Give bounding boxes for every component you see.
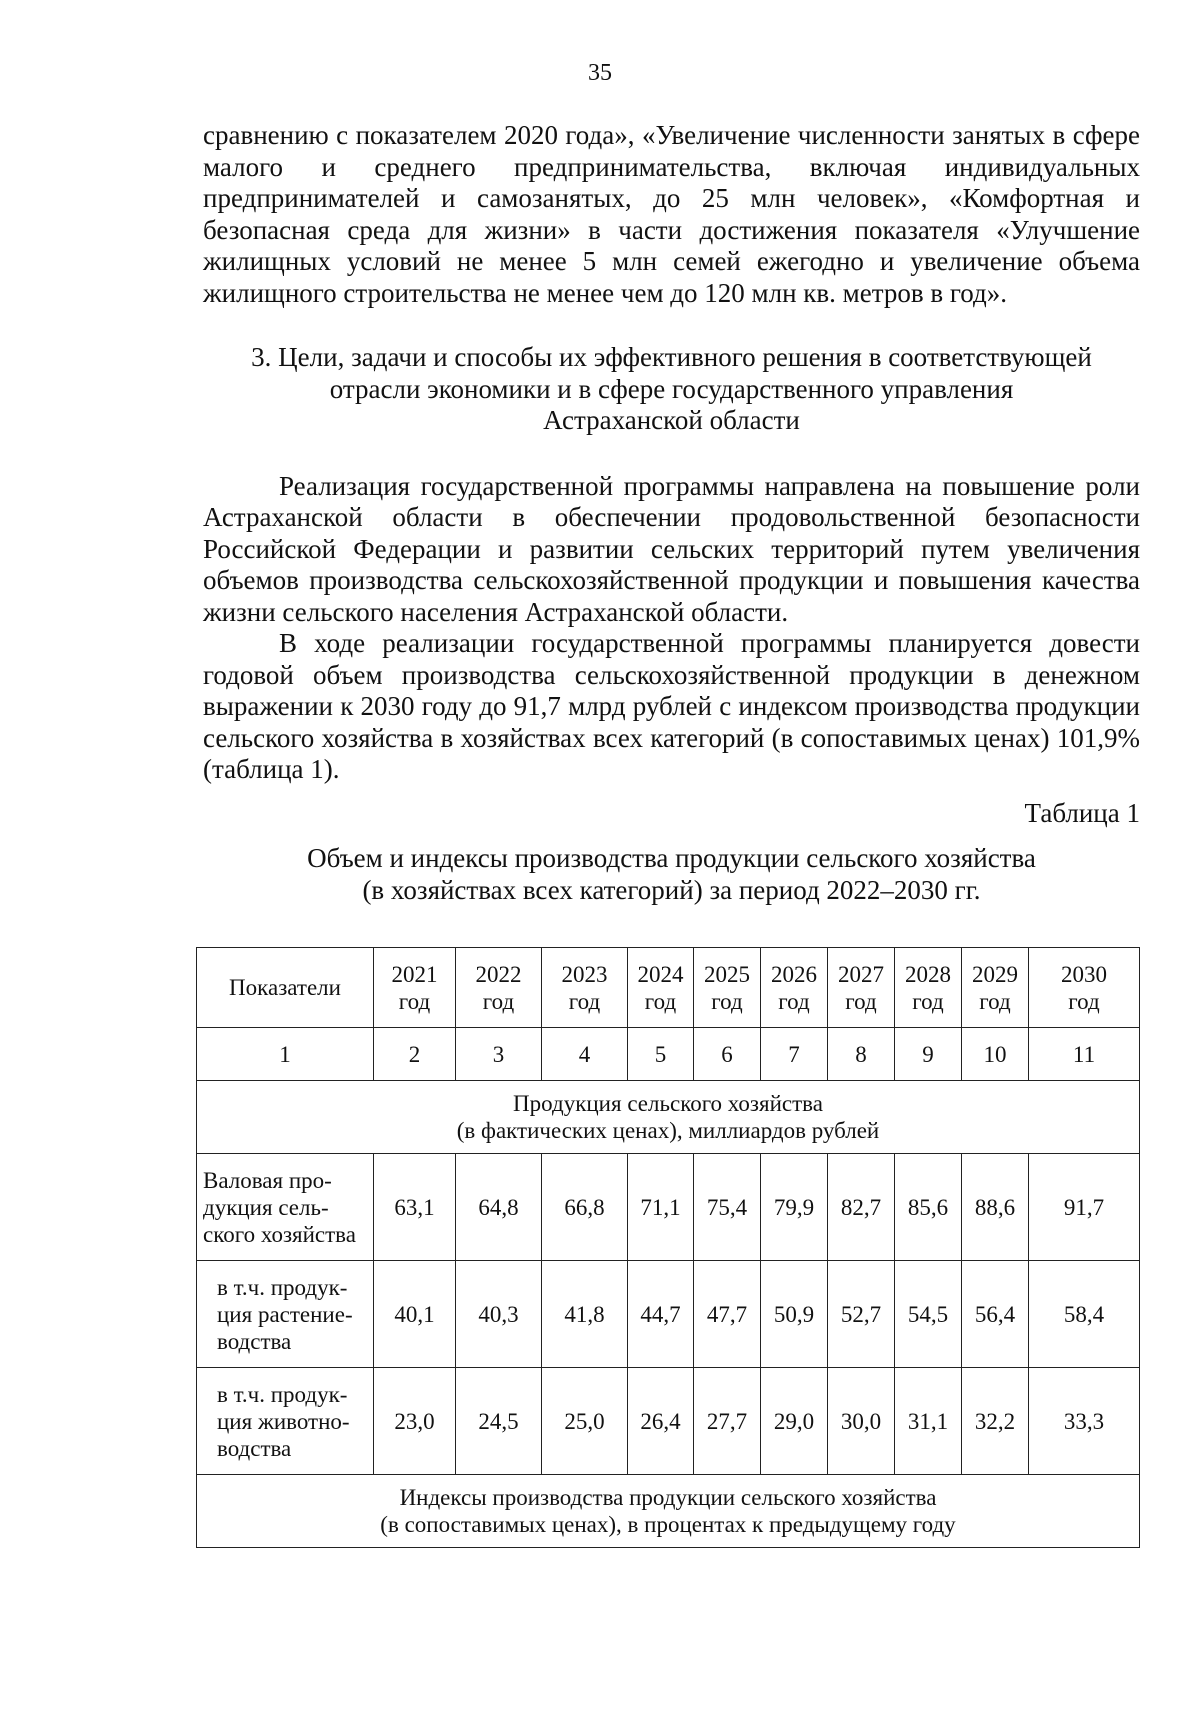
header-year-unit: год — [568, 988, 601, 1014]
value-cell: 71,1 — [628, 1154, 694, 1261]
header-year-value: 2029 — [972, 961, 1018, 987]
section-heading-line-2: отрасли экономики и в сфере государственного управления — [329, 373, 1014, 404]
header-year-unit: год — [482, 988, 515, 1014]
value-cell: 40,3 — [456, 1261, 542, 1368]
row-label — [197, 1368, 374, 1475]
section-heading — [203, 342, 1140, 437]
table-title — [203, 843, 1140, 906]
value-cell: 29,0 — [761, 1368, 828, 1475]
value-cell: 52,7 — [828, 1261, 895, 1368]
column-number: 11 — [1029, 1028, 1140, 1081]
table-row-gross — [197, 1154, 1140, 1261]
section-heading-line-3: Астраханской области — [543, 405, 800, 435]
header-year-unit: год — [778, 988, 810, 1014]
header-year-unit: год — [1068, 988, 1100, 1014]
table-title-line-1: Объем и индексы производства продукции сельского хозяйства — [307, 843, 1036, 873]
value-cell: 32,2 — [962, 1368, 1029, 1475]
value-cell: 25,0 — [542, 1368, 628, 1475]
value-cell: 58,4 — [1029, 1261, 1140, 1368]
section-production-line-2: (в фактических ценах), миллиардов рублей — [456, 1118, 880, 1143]
header-year-value: 2027 — [838, 961, 884, 987]
header-year — [828, 948, 895, 1028]
section-heading-line-1: 3. Цели, задачи и способы их эффективного решения в соответствующей — [251, 342, 1092, 372]
value-cell: 41,8 — [542, 1261, 628, 1368]
value-cell: 27,7 — [694, 1368, 761, 1475]
section-indices-line-2: (в сопоставимых ценах), в процентах к предыдущему году — [380, 1512, 956, 1537]
page-number: 35 — [588, 60, 612, 86]
section-indices-line-1: Индексы производства продукции сельского хозяйства — [399, 1485, 937, 1510]
paragraph-2: Реализация государственной программы направлена на повышение роли Астраханской области в обеспечении продовольственной безопасности Российской Федерации и развитии сельских территорий путем увеличения объемов производства сельскохозяйственной продукции и повышения качества жизни сельского населения Астраханской области. — [203, 470, 1140, 627]
row-label-line: водства — [217, 1328, 292, 1354]
value-cell: 75,4 — [694, 1154, 761, 1261]
value-cell: 54,5 — [895, 1261, 962, 1368]
value-cell: 31,1 — [895, 1368, 962, 1475]
value-cell: 64,8 — [456, 1154, 542, 1261]
header-year — [895, 948, 962, 1028]
column-number: 7 — [761, 1028, 828, 1081]
row-label-line: Валовая про- — [203, 1167, 332, 1193]
row-label — [197, 1154, 374, 1261]
row-label-line: водства — [217, 1435, 292, 1461]
header-indicator: Показатели — [197, 948, 374, 1028]
value-cell: 24,5 — [456, 1368, 542, 1475]
column-number: 10 — [962, 1028, 1029, 1081]
header-year-value: 2025 — [704, 961, 750, 987]
header-year-value: 2024 — [637, 961, 684, 987]
value-cell: 91,7 — [1029, 1154, 1140, 1261]
value-cell: 85,6 — [895, 1154, 962, 1261]
header-year-value: 2026 — [771, 961, 817, 987]
section-production-line-1: Продукция сельского хозяйства — [513, 1091, 823, 1116]
value-cell: 26,4 — [628, 1368, 694, 1475]
header-year-unit: год — [398, 988, 431, 1014]
header-year-value: 2023 — [561, 961, 608, 987]
header-year — [374, 948, 456, 1028]
header-year-value: 2022 — [475, 961, 522, 987]
value-cell: 63,1 — [374, 1154, 456, 1261]
value-cell: 66,8 — [542, 1154, 628, 1261]
value-cell: 82,7 — [828, 1154, 895, 1261]
column-number: 5 — [628, 1028, 694, 1081]
value-cell: 23,0 — [374, 1368, 456, 1475]
header-year-value: 2021 — [391, 961, 438, 987]
production-table — [196, 947, 1140, 1548]
column-number-row — [197, 1028, 1140, 1081]
row-label-line: в т.ч. продук- — [217, 1274, 348, 1300]
row-label-line: ция животно- — [217, 1408, 350, 1434]
column-number: 3 — [456, 1028, 542, 1081]
section-cell-indices — [197, 1475, 1140, 1548]
header-year — [962, 948, 1029, 1028]
value-cell: 40,1 — [374, 1261, 456, 1368]
value-cell: 33,3 — [1029, 1368, 1140, 1475]
header-year-value: 2028 — [905, 961, 951, 987]
header-year-value: 2030 — [1061, 961, 1107, 987]
row-label-line: ция растение- — [217, 1301, 353, 1327]
row-label-line: в т.ч. продук- — [217, 1381, 348, 1407]
value-cell: 44,7 — [628, 1261, 694, 1368]
header-year — [542, 948, 628, 1028]
column-number: 2 — [374, 1028, 456, 1081]
value-cell: 56,4 — [962, 1261, 1029, 1368]
section-row-indices — [197, 1475, 1140, 1548]
table-header-row — [197, 948, 1140, 1028]
section-cell-production — [197, 1081, 1140, 1154]
header-year — [456, 948, 542, 1028]
header-year-unit: год — [979, 988, 1011, 1014]
value-cell: 79,9 — [761, 1154, 828, 1261]
row-label-line: ского хозяйства — [203, 1221, 356, 1247]
paragraph-3: В ходе реализации государственной программы планируется довести годовой объем производства сельскохозяйственной продукции в денежном выражении к 2030 году до 91,7 млрд рублей с индексом производства продукции сельского хозяйства в хозяйствах всех категорий (в сопоставимых ценах) 101,9% (таблица 1). — [203, 628, 1140, 784]
column-number: 6 — [694, 1028, 761, 1081]
value-cell: 47,7 — [694, 1261, 761, 1368]
header-year-unit: год — [711, 988, 743, 1014]
section-row-production — [197, 1081, 1140, 1154]
header-year-unit: год — [644, 988, 677, 1014]
row-label — [197, 1261, 374, 1368]
document-body — [203, 120, 1140, 906]
value-cell: 88,6 — [962, 1154, 1029, 1261]
table-title-line-2: (в хозяйствах всех категорий) за период 2022–2030 гг. — [362, 874, 981, 905]
row-label-line: дукция сель- — [203, 1194, 329, 1220]
paragraph-1: сравнению с показателем 2020 года», «Увеличение численности занятых в сфере малого и среднего предпринимательства, включая индивидуальных предпринимателей и самозанятых, до 25 млн человек», «Комфортная и безопасная среда для жизни» в части достижения показателя «Улучшение жилищных условий не менее 5 млн семей ежегодно и увеличение объема жилищного строительства не менее чем до 120 млн кв. метров в год». — [203, 120, 1140, 308]
value-cell: 50,9 — [761, 1261, 828, 1368]
header-year-unit: год — [912, 988, 944, 1014]
table-label: Таблица 1 — [1024, 797, 1140, 828]
column-number: 1 — [197, 1028, 374, 1081]
header-year-unit: год — [845, 988, 877, 1014]
value-cell: 30,0 — [828, 1368, 895, 1475]
header-year — [761, 948, 828, 1028]
column-number: 4 — [542, 1028, 628, 1081]
header-year — [1029, 948, 1140, 1028]
header-year — [628, 948, 694, 1028]
column-number: 8 — [828, 1028, 895, 1081]
header-year — [694, 948, 761, 1028]
table-row-crops — [197, 1261, 1140, 1368]
table-row-livestock — [197, 1368, 1140, 1475]
column-number: 9 — [895, 1028, 962, 1081]
